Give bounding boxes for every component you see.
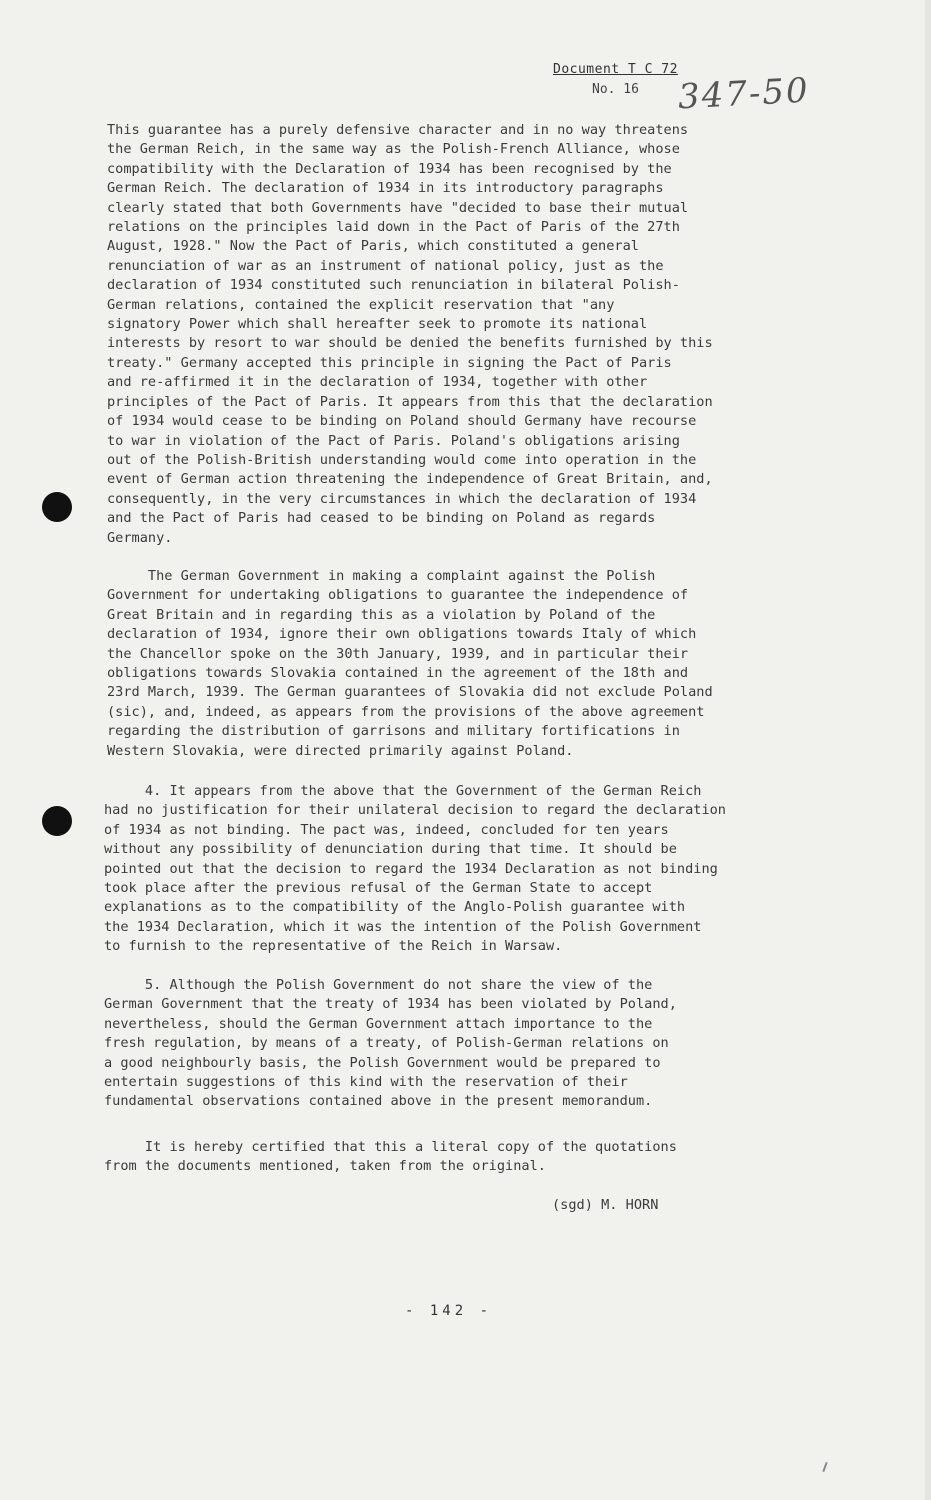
page-edge	[925, 0, 931, 1500]
paragraph-german-complaint: The German Government in making a complaint against the Polish Government for undertaking obligations to guarantee the independence of Great Britain and in regarding this as a violation by Poland of the declaration of 1934, ignore their own obligations towards Italy of which the Chancellor spoke on the 30th January, 1939, and in particular their obligations towards Slovakia contained in the agreement of the 18th and 23rd March, 1939. The German guarantees of Slovakia did not exclude Poland (sic), and, indeed, as appears from the provisions of the above agreement regarding the distribution of garrisons and military fortifications in Western Slovakia, were directed primarily against Poland.	[107, 568, 713, 759]
document-number: No. 16	[592, 82, 639, 97]
punch-hole-lower	[42, 806, 72, 836]
document-reference: Document T C 72	[553, 62, 678, 77]
handwritten-annotation: 347-50	[677, 70, 811, 118]
pencil-mark	[822, 1462, 827, 1472]
certification-text: It is hereby certified that this a literal copy of the quotations from the documents mentioned, taken from the original.	[104, 1139, 677, 1175]
paragraph-guarantee: This guarantee has a purely defensive character and in no way threatens the German Reich, in the same way as the Polish-French Alliance, whose compatibility with the Declaration of 1934 has been recognised by the German Reich. The declaration of 1934 in its introductory paragraphs clearly stated that both Governments have "decided to base their mutual relations on the principles laid down in the Pact of Paris of the 27th August, 1928." Now the Pact of Paris, which constituted a general renunciation of war as an instrument of national policy, just as the declaration of 1934 constituted such renunciation in bilateral Polish- German relations, contained the explicit reservation that "any signatory Power which shall hereafter seek to promote its national interests by resort to war should be denied the benefits furnished by this treaty." Germany accepted this principle in signing the Pact of Paris and re-affirmed it in the declaration of 1934, together with other principles of the Pact of Paris. It appears from this that the declaration of 1934 would cease to be binding on Poland should Germany have recourse to war in violation of the Pact of Paris. Poland's obligations arising out of the Polish-British understanding would come into operation in the event of German action threatening the independence of Great Britain, and, consequently, in the very circumstances in which the declaration of 1934 and the Pact of Paris had ceased to be binding on Poland as regards Germany.	[107, 122, 713, 546]
punch-hole-upper	[42, 492, 72, 522]
signature: (sgd) M. HORN	[552, 1197, 659, 1213]
paragraph-point-4: 4. It appears from the above that the Government of the German Reich had no justification for their unilateral decision to regard the declaration of 1934 as not binding. The pact was, indeed, concluded for ten years without any possibility of denunciation during that time. It should be pointed out that the decision to regard the 1934 Declaration as not binding took place after the previous refusal of the German State to accept explanations as to the compatibility of the Anglo-Polish guarantee with the 1934 Declaration, which it was the intention of the Polish Government to furnish to the representative of the Reich in Warsaw.	[104, 783, 726, 955]
paragraph-point-5: 5. Although the Polish Government do not share the view of the German Government that the treaty of 1934 has been violated by Poland, nevertheless, should the German Government attach importance to the fresh regulation, by means of a treaty, of Polish-German relations on a good neighbourly basis, the Polish Government would be prepared to entertain suggestions of this kind with the reservation of their fundamental observations contained above in the present memorandum.	[104, 977, 677, 1110]
page-number: - 142 -	[405, 1303, 493, 1319]
